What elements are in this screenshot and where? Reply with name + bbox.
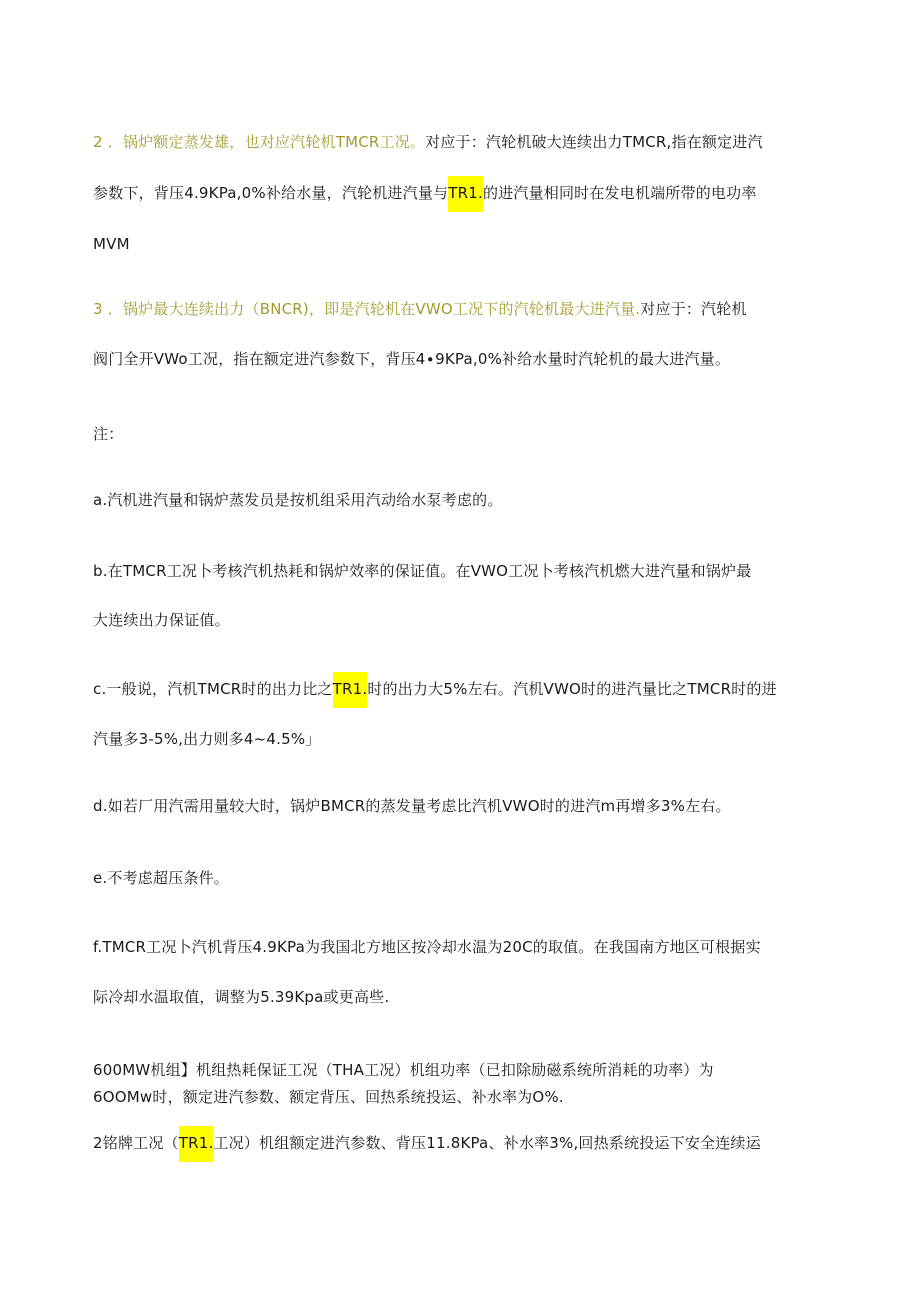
paragraph-3-line-2 xyxy=(93,349,730,369)
note-b-line-1 xyxy=(93,561,751,581)
section-600mw-line-1 xyxy=(93,1060,714,1080)
paragraph-3-line-2-text: 阀门全开VWo工况，指在额定进汽参数下，背压4∙9KPa,0%补给水量时汽轮机的最大进汽量。 xyxy=(93,350,731,368)
paragraph-3-heading: 3 ．锅炉最大连续出力（BNCR)，即是汽轮机在VWO工况下的汽轮机最大进汽量. xyxy=(93,300,641,318)
notes-label xyxy=(93,424,123,444)
note-c-line-2 xyxy=(93,729,321,749)
section-600mw-text: 600MW机组】机组热耗保证工况（THA工况）机组功率（已扣除励磁系统所消耗的功率）为 xyxy=(93,1061,714,1079)
paragraph-2-line-3-text: MVM xyxy=(93,235,130,253)
section-600mw-text-cont: 6OOMw时，额定进汽参数、额定背压、回热系统投运、补水率为O%. xyxy=(93,1088,564,1106)
nameplate-text-a: 2铭牌工况（ xyxy=(93,1134,179,1152)
paragraph-2-heading: 2 ．锅炉额定蒸发雄，也对应汽轮机TMCR工况。 xyxy=(93,133,426,151)
paragraph-2-line-3 xyxy=(93,234,130,254)
note-d xyxy=(93,796,731,816)
paragraph-2-text: 对应于：汽轮机破大连续出力TMCR,指在额定进汽 xyxy=(425,133,763,151)
paragraph-2-line-2-text-b: 的进汽量相同时在发电机端所带的电功率 xyxy=(482,184,757,202)
paragraph-3-line-1 xyxy=(93,299,747,319)
note-e xyxy=(93,868,229,888)
note-a xyxy=(93,490,503,510)
note-f-text: f.TMCR工况卜汽机背压4.9KPa为我国北方地区按冷却水温为20C的取值。在我国南方地区可根据实 xyxy=(93,938,761,956)
note-d-text: d.如若厂用汽需用量较大时，锅炉BMCR的蒸发量考虑比汽机VWO时的进汽m再增多3%左右。 xyxy=(93,797,731,815)
note-b-text-cont: 大连续出力保证值。 xyxy=(93,611,230,629)
nameplate-text-b: 工况）机组额定进汽参数、背压11.8KPa、补水率3%,回热系统投运下安全连续运 xyxy=(213,1134,761,1152)
note-f-text-cont: 际冷却水温取值，调整为5.39Kpa或更高些. xyxy=(93,988,390,1006)
highlighted-term: TR1. xyxy=(448,176,483,212)
note-c-text-a: c.一般说，汽机TMCR时的出力比之 xyxy=(93,680,333,698)
note-b-text: b.在TMCR工况卜考核汽机热耗和锅炉效率的保证值。在VWO工况卜考核汽机燃大进汽量和锅炉最 xyxy=(93,562,752,580)
note-a-text: a.汽机进汽量和锅炉蒸发员是按机组采用汽动给水泵考虑的。 xyxy=(93,491,503,509)
note-c-text-cont: 汽量多3-5%,出力则多4~4.5%」 xyxy=(93,730,321,748)
note-f-line-2 xyxy=(93,987,389,1007)
note-f-line-1 xyxy=(93,937,761,957)
note-b-line-2 xyxy=(93,610,230,630)
section-600mw-line-2 xyxy=(93,1087,564,1107)
highlighted-term: TR1. xyxy=(179,1126,214,1162)
note-c-line-1 xyxy=(93,679,777,699)
note-e-text: e.不考虑超压条件。 xyxy=(93,869,229,887)
paragraph-2-line-1 xyxy=(93,132,763,152)
nameplate-condition-line xyxy=(93,1133,761,1153)
note-c-text-b: 时的出力大5%左右。汽机VWO时的进汽量比之TMCR时的进 xyxy=(367,680,777,698)
paragraph-2-line-2-text-a: 参数下，背压4.9KPa,0%补给水量，汽轮机进汽量与 xyxy=(93,184,449,202)
paragraph-2-line-2 xyxy=(93,183,757,203)
paragraph-3-text: 对应于：汽轮机 xyxy=(640,300,747,318)
notes-label-text: 注： xyxy=(93,425,124,443)
highlighted-term: TR1. xyxy=(333,672,368,708)
